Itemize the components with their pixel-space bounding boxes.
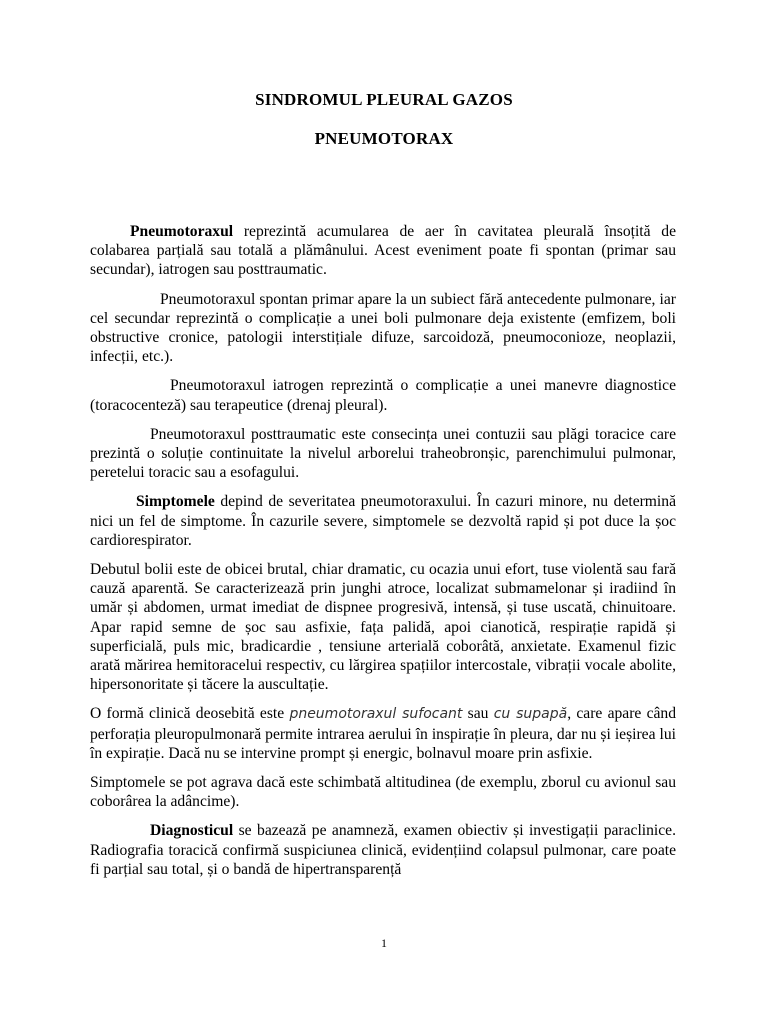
term-cu-supapa: cu supapă [493, 706, 568, 723]
paragraph-text: sau [462, 705, 494, 723]
paragraph-spontan: Pneumotoraxul spontan primar apare la un subiect fără antecedente pulmonare, iar cel secundar reprezintă o complicație a unei boli pulmonare deja existente (emfizem, boli obstructive cronice, patologii interstițiale difuze, sarcoidoză, pneumoconioze, neoplazii, infecții, etc.). [90, 290, 676, 366]
paragraph-altitudine: Simptomele se pot agrava dacă este schimbată altitudinea (de exemplu, zborul cu avionul sau coborârea la adâncime). [90, 774, 676, 811]
paragraph-text: O formă clinică deosebită este [90, 705, 290, 723]
paragraph-definition [90, 222, 676, 280]
document-body [90, 222, 676, 889]
paragraph-text: se bazează pe anamneză, examen obiectiv și investigații paraclinice. Radiografia toracică confirmă suspiciunea clinică, evidențiind colapsul pulmonar, care poate fi parțial sau total, și o bandă de hipertransparență [90, 822, 676, 878]
paragraph-text: depind de severitatea pneumotoraxului. În cazuri minore, nu determină nici un fel de simptome. În cazurile severe, simptomele se dezvoltă rapid și pot duce la șoc cardiorespirator. [90, 493, 676, 549]
term-pneumotoraxul: Pneumotoraxul [130, 223, 234, 240]
paragraph-simptome [90, 492, 676, 550]
paragraph-posttraumatic: Pneumotoraxul posttraumatic este consecința unei contuzii sau plăgi toracice care prezintă o soluție continuitate la nivelul arborelui traheobronșic, parenchimului pulmonar, peretelui toracic sau a esofagului. [90, 425, 676, 482]
paragraph-text: , care apare când perforația pleuropulmonară permite intrarea aerului în inspirație în pleura, dar nu și ieșirea lui în expirație. Dacă nu se intervine prompt și energic, bolnavul moare prin asfixie. [90, 705, 677, 762]
page-number: 1 [381, 936, 387, 950]
paragraph-iatrogen: Pneumotoraxul iatrogen reprezintă o complicație a unei manevre diagnostice (toracocenteză) sau terapeutice (drenaj pleural). [90, 377, 676, 414]
document-subtitle: PNEUMOTORAX [314, 129, 454, 148]
document-title: SINDROMUL PLEURAL GAZOS [255, 90, 513, 109]
paragraph-diagnostic [90, 821, 676, 879]
term-diagnosticul: Diagnosticul [150, 822, 234, 840]
paragraph-forma-clinica [90, 704, 676, 763]
term-pneumotorax-sufocant: pneumotoraxul sufocant [289, 706, 463, 723]
paragraph-debut: Debutul bolii este de obicei brutal, chiar dramatic, cu ocazia unui efort, tuse violentă sau fară cauză aparentă. Se caracterizează prin junghi atroce, localizat submamelonar și iradiind în umăr și abdomen, urmat imediat de dispnee progresivă, intensă, și tuse uscată, chinuitoare. Apar rapid semne de șoc sau asfixie, fața palidă, apoi cianotică, respirație rapidă și superficială, puls mic, bradicardie , tensiune arterială coborâtă, anxietate. Examenul fizic arată mărirea hemitoracelui respectiv, cu lărgirea spațiilor intercostale, vibrații vocale abolite, hipersonoritate și tăcere la auscultație. [90, 561, 676, 694]
paragraph-text: reprezintă acumularea de aer în cavitatea pleurală însoțită de colabarea parțială sau totală a plămânului. Acest eveniment poate fi spontan (primar sau secundar), iatrogen sau posttraumatic. [90, 223, 676, 279]
term-simptomele: Simptomele [136, 493, 215, 511]
